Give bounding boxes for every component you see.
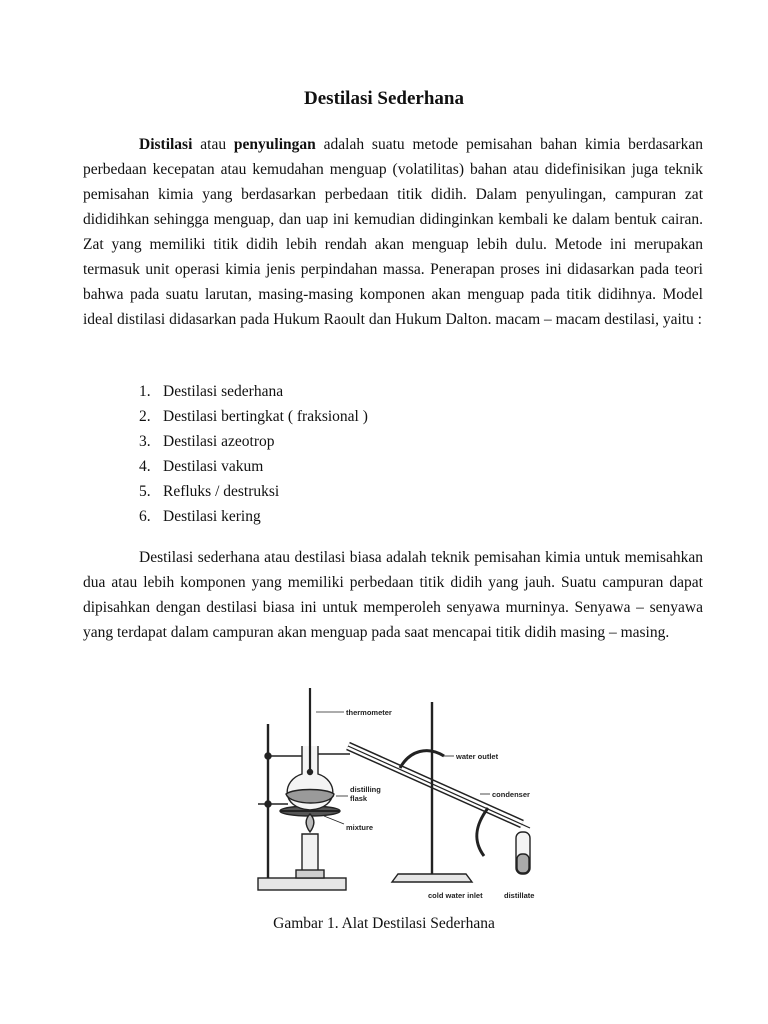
list-text: Destilasi bertingkat ( fraksional ) xyxy=(163,408,368,425)
label-water-outlet: water outlet xyxy=(456,752,499,761)
distillate xyxy=(517,854,529,873)
page-title: Destilasi Sederhana xyxy=(304,88,464,109)
list-number: 1. xyxy=(139,383,151,400)
list-item xyxy=(139,454,368,479)
list-text: Destilasi azeotrop xyxy=(163,433,275,450)
distillation-types-list xyxy=(139,379,368,529)
list-text: Destilasi kering xyxy=(163,508,261,525)
label-condenser: condenser xyxy=(492,790,530,799)
label-mixture: mixture xyxy=(346,823,374,832)
list-text: Destilasi sederhana xyxy=(163,383,284,400)
cold-water-inlet-tube xyxy=(477,808,488,856)
stand-base-left xyxy=(258,878,346,890)
list-item xyxy=(139,379,368,404)
list-text: Refluks / destruksi xyxy=(163,483,280,500)
stand-base-right xyxy=(392,874,472,882)
list-item xyxy=(139,429,368,454)
list-item xyxy=(139,504,368,529)
clamp-knob xyxy=(265,801,271,807)
label-distilling-flask: distilling flask xyxy=(350,785,381,803)
list-number: 6. xyxy=(139,508,151,525)
list-number: 5. xyxy=(139,483,151,500)
intro-paragraph xyxy=(83,132,703,332)
intro-paragraph-body: adalah suatu metode pemisahan bahan kimia berdasarkan perbedaan kecepatan atau kemudahan menguap (volatilitas) bahan atau didefinisikan juga teknik pemisahan kimia yang berdasarkan perbedaan titik didih. Dalam penyulingan, campuran zat dididihkan sehingga menguap, dan uap ini kemudian didinginkan kembali ke dalam bentuk cairan. Zat yang memiliki titik didih lebih rendah akan menguap lebih dulu. Metode ini merupakan termasuk unit operasi kimia jenis perpindahan massa. Penerapan proses ini didasarkan pada teori bahwa pada suatu larutan, masing-masing komponen akan menguap pada titik didihnya. Model ideal distilasi didasarkan pada Hukum Raoult dan Hukum Dalton. macam – macam destilasi, yaitu : xyxy=(83,136,703,328)
label-distillate: distillate xyxy=(504,891,535,900)
flame-icon xyxy=(306,814,314,832)
list-number: 4. xyxy=(139,458,151,475)
conjunction: atau xyxy=(192,136,234,153)
list-item xyxy=(139,479,368,504)
second-paragraph: Destilasi sederhana atau destilasi biasa adalah teknik pemisahan kimia untuk memisahkan dua atau lebih komponen yang memiliki perbedaan titik didih yang jauh. Suatu campuran dapat dipisahkan dengan destilasi biasa ini untuk memperoleh senyawa murninya. Senyawa – senyawa yang terdapat dalam campuran akan menguap pada saat mencapai titik didih masing – masing. xyxy=(83,549,703,641)
list-item xyxy=(139,404,368,429)
label-cold-water-inlet: cold water inlet xyxy=(428,891,483,900)
figure-caption: Gambar 1. Alat Destilasi Sederhana xyxy=(273,915,495,932)
list-number: 2. xyxy=(139,408,151,425)
water-outlet-tube xyxy=(400,751,444,768)
list-number: 3. xyxy=(139,433,151,450)
label-thermometer: thermometer xyxy=(346,708,392,717)
distillation-apparatus-figure xyxy=(240,684,550,906)
list-text: Destilasi vakum xyxy=(163,458,264,475)
term-distilasi: Distilasi xyxy=(139,136,193,153)
clamp-knob xyxy=(265,753,271,759)
term-penyulingan: penyulingan xyxy=(233,136,316,153)
